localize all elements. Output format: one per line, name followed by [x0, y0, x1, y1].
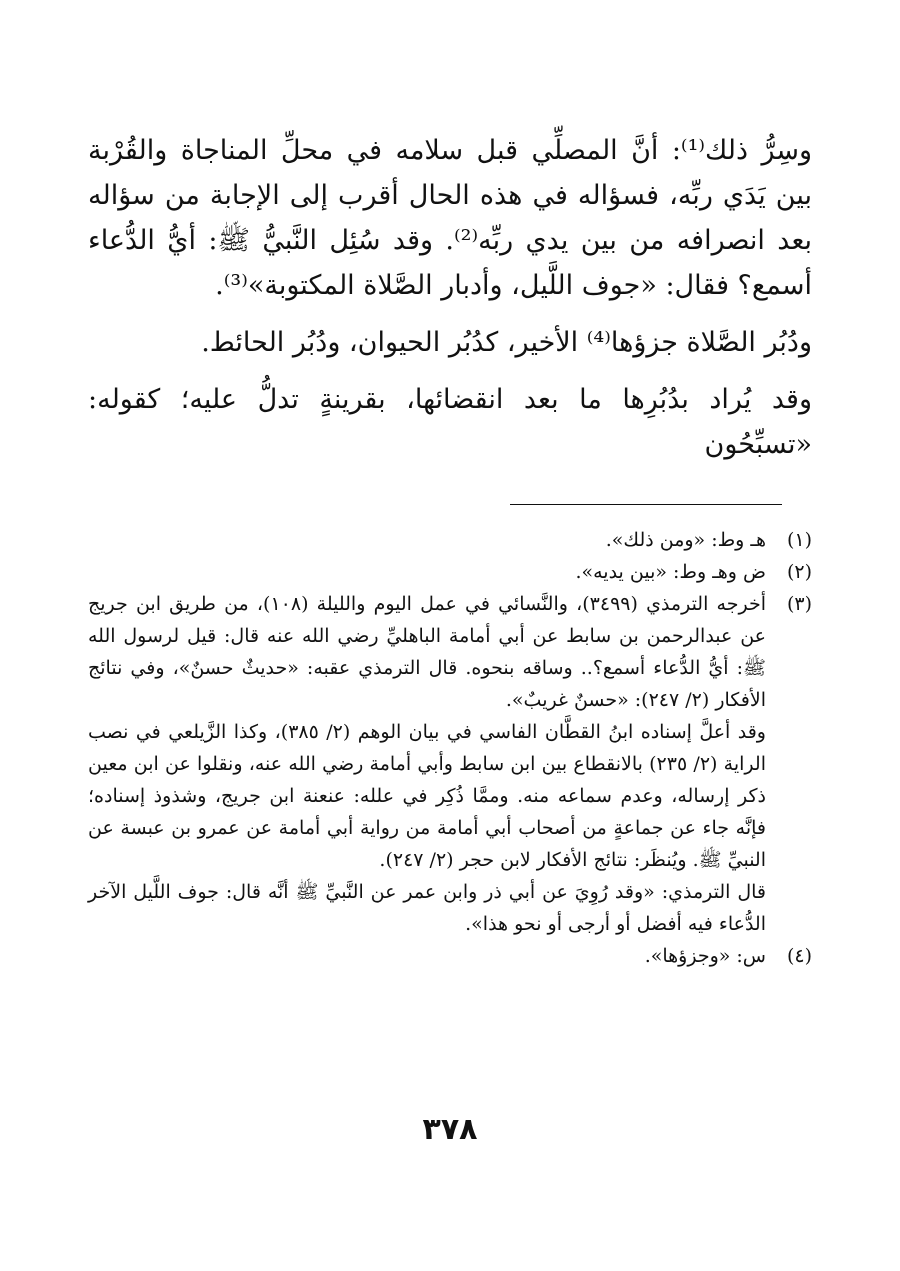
footnote-number: (٢)	[786, 561, 812, 583]
footnote-text: قال الترمذي: «وقد رُوِيَ عن أبي ذر وابن عمر عن النَّبيِّ ﷺ أنَّه قال: جوف اللَّيل الآخر الدُّعاء فيه أفضل أو أرجى أو نحو هذا».	[88, 881, 766, 935]
footnote-separator	[510, 504, 782, 505]
footnote-text: أخرجه الترمذي (٣٤٩٩)، والنَّسائي في عمل اليوم والليلة (١٠٨)، من طريق ابن جريج عن عبدالرحمن بن سابط عن أبي أمامة الباهليِّ رضي الله عنه قال: قيل لرسول الله ﷺ: أيُّ الدُّعاء أسمع؟.. وساقه بنحوه. قال الترمذي عقبه: «حديثٌ حسنٌ»، وفي نتائج الأفكار (٢/ ٢٤٧): «حسنٌ غريبٌ».	[88, 593, 766, 711]
page-number: ٣٧٨	[422, 1112, 478, 1147]
main-text	[88, 128, 812, 467]
footnote-2	[88, 556, 812, 588]
footnote-4	[88, 940, 812, 972]
footnotes	[88, 524, 812, 972]
footnote-1	[88, 524, 812, 556]
footnote-number: (٤)	[786, 945, 812, 967]
footnote-3	[88, 588, 812, 940]
footnote-number: (٣)	[786, 593, 812, 615]
main-paragraph-1: وسِرُّ ذلك⁽¹⁾: أنَّ المصلِّي قبل سلامه في محلِّ المناجاة والقُرْبة بين يَدَي ربِّه، فسؤاله في هذه الحال أقرب إلى الإجابة من سؤاله بعد انصرافه من بين يدي ربِّه⁽²⁾. وقد سُئِل النَّبيُّ ﷺ: أيُّ الدُّعاء أسمع؟ فقال: «جوف اللَّيل، وأدبار الصَّلاة المكتوبة»⁽³⁾.	[88, 135, 812, 301]
footnote-text: س: «وجزؤها».	[644, 945, 766, 967]
footnote-text: وقد أعلَّ إسناده ابنُ القطَّان الفاسي في بيان الوهم (٢/ ٣٨٥)، وكذا الزَّيلعي في نصب الراية (٢/ ٢٣٥) بالانقطاع بين ابن سابط وأبي أمامة رضي الله عنه، ونقلوا عن ابن معين ذكر إرساله، وعدم سماعه منه. وممَّا ذُكِر في علله: عنعنة ابن جريج، وشذوذ إسناده؛ فإنَّه جاء عن جماعةٍ من أصحاب أبي أمامة من رواية أبي أمامة عن عمرو بن عبسة عن النبيِّ ﷺ. ويُنظَر: نتائج الأفكار لابن حجر (٢/ ٢٤٧).	[88, 721, 766, 871]
main-paragraph-2: ودُبُر الصَّلاة جزؤها⁽⁴⁾ الأخير، كدُبُر الحيوان، ودُبُر الحائط.	[201, 327, 812, 358]
footnote-number: (١)	[786, 529, 812, 551]
main-paragraph-3: وقد يُراد بدُبُرِها ما بعد انقضائها، بقرينةٍ تدلُّ عليه؛ كقوله: «تسبِّحُون	[88, 384, 812, 460]
footnote-text: هـ وط: «ومن ذلك».	[605, 529, 766, 551]
footnote-text: ض وهـ وط: «بين يديه».	[575, 561, 766, 583]
